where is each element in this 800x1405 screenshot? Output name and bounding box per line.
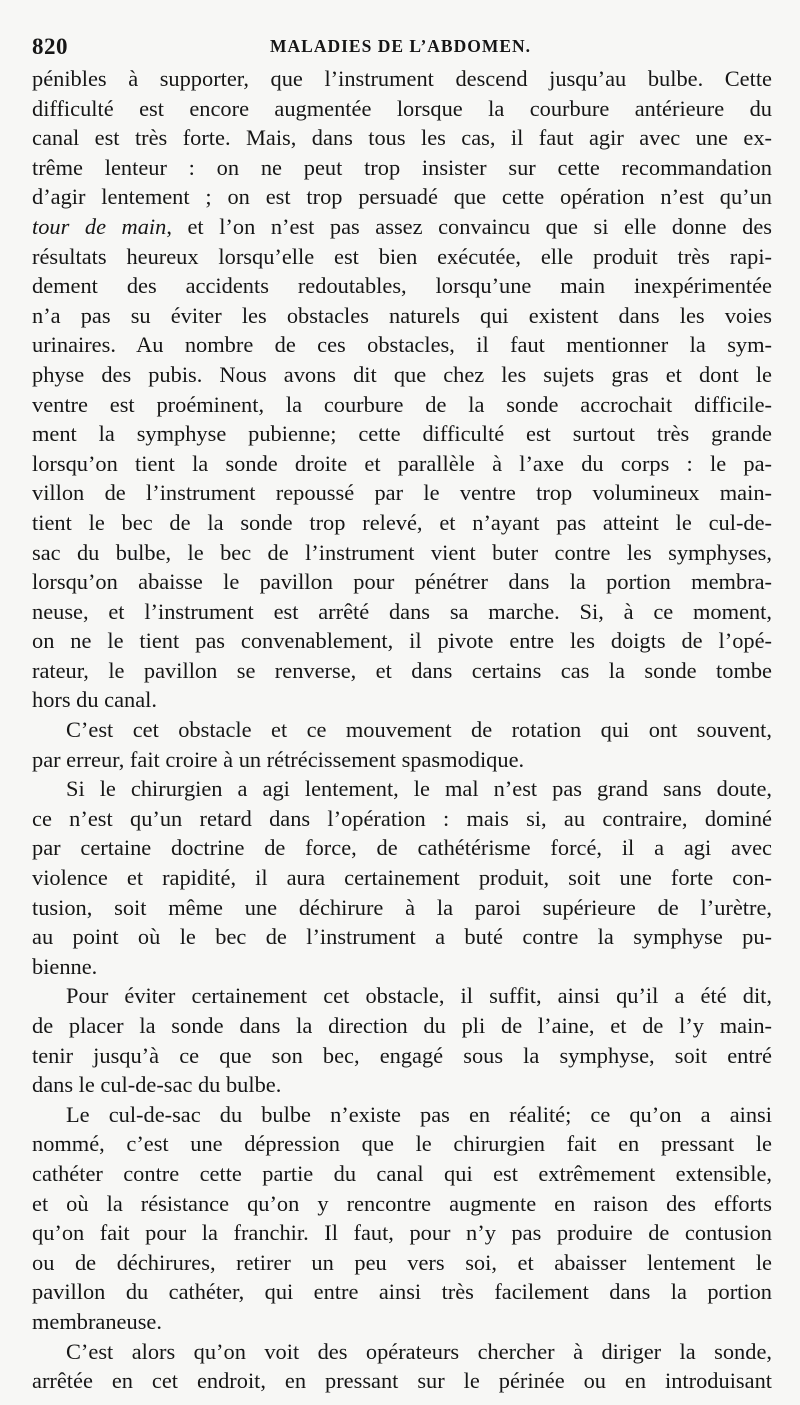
text-line: n’a pas su éviter les obstacles naturels qui existent dans les voies — [32, 302, 772, 328]
text-line: difficulté est encore augmentée lorsque la courbure antérieure du — [32, 95, 772, 121]
running-title: MALADIES DE L’ABDOMEN. — [270, 36, 532, 56]
text-line: de placer la sonde dans la direction du pli de l’aine, et de l’y main- — [32, 1013, 772, 1038]
text-line: tient le bec de la sonde trop relevé, et n’ayant pas atteint le cul-de- — [32, 509, 772, 535]
text-line: lorsqu’on abaisse le pavillon pour pénétrer dans la portion membra- — [32, 569, 772, 595]
text-line: canal est très forte. Mais, dans tous les cas, il faut agir avec une ex- — [32, 125, 772, 151]
text-line: résultats heureux lorsqu’elle est bien exécutée, elle produit très rapi- — [32, 243, 772, 269]
text-line: au point où le bec de l’instrument a buté contre la symphyse pu- — [32, 924, 772, 950]
text-line: dans le cul-de-sac du bulbe. — [32, 1072, 282, 1098]
text-line: Pour éviter certainement cet obstacle, il suffit, ainsi qu’il a été dit, — [66, 983, 772, 1009]
text-line: C’est cet obstacle et ce mouvement de rotation qui ont souvent, — [66, 717, 772, 743]
text-line: pavillon du cathéter, qui entre ainsi très facilement dans la portion — [32, 1279, 772, 1305]
text-line: bienne. — [32, 953, 98, 979]
paragraph-3 — [32, 774, 772, 981]
text-line: membraneuse. — [32, 1308, 162, 1334]
text-line: ment la symphyse pubienne; cette difficulté est surtout très grande — [32, 421, 772, 447]
paragraph-4 — [32, 981, 772, 1099]
text-line: tenir jusqu’à ce que son bec, engagé sous la symphyse, soit entré — [32, 1042, 772, 1068]
page-number: 820 — [32, 34, 68, 59]
italic-phrase: tour de main — [32, 213, 167, 239]
paragraph-2 — [32, 715, 772, 774]
text-line: ce n’est qu’un retard dans l’opération : mais si, au contraire, dominé — [32, 805, 772, 831]
paragraph-1 — [32, 64, 772, 715]
paragraph-5 — [32, 1100, 772, 1337]
text-line: dement des accidents redoutables, lorsqu’une main inexpérimentée — [32, 273, 772, 299]
text-line: par erreur, fait croire à un rétrécissement spasmodique. — [32, 746, 525, 772]
page-header — [32, 30, 772, 64]
text-line: physe des pubis. Nous avons dit que chez les sujets gras et dont le — [32, 361, 772, 387]
text-line: rateur, le pavillon se renverse, et dans certains cas la sonde tombe — [32, 657, 772, 683]
text-line-rest: , et l’on n’est pas assez convaincu que si elle donne des — [166, 213, 772, 239]
text-line: lorsqu’on tient la sonde droite et parallèle à l’axe du corps : le pa- — [32, 450, 772, 476]
text-line: arrêtée en cet endroit, en pressant sur le périnée ou en introduisant — [32, 1368, 772, 1394]
text-line: villon de l’instrument repoussé par le ventre trop volumineux main- — [32, 480, 772, 506]
text-line: on ne le tient pas convenablement, il pivote entre les doigts de l’opé- — [32, 628, 772, 654]
paragraph-6 — [32, 1337, 772, 1396]
text-line-with-italic — [32, 212, 772, 242]
text-line: qu’on fait pour la franchir. Il faut, pour n’y pas produire de contusion — [32, 1220, 772, 1246]
text-line: violence et rapidité, il aura certainement produit, soit une forte con- — [32, 865, 772, 891]
text-line: Si le chirurgien a agi lentement, le mal n’est pas grand sans doute, — [66, 776, 772, 802]
text-line: trême lenteur : on ne peut trop insister sur cette recommandation — [32, 154, 772, 180]
text-line: Le cul-de-sac du bulbe n’existe pas en réalité; ce qu’on a ainsi — [66, 1101, 772, 1127]
text-line: tusion, soit même une déchirure à la paroi supérieure de l’urètre, — [32, 894, 772, 920]
text-line: ou de déchirures, retirer un peu vers soi, et abaisser lentement le — [32, 1249, 772, 1275]
text-line: sac du bulbe, le bec de l’instrument vient buter contre les symphyses, — [32, 539, 772, 565]
text-body — [32, 64, 772, 1396]
text-line: par certaine doctrine de force, de cathétérisme forcé, il a agi avec — [32, 835, 772, 861]
text-line: C’est alors qu’on voit des opérateurs chercher à diriger la sonde, — [66, 1338, 772, 1364]
text-line: urinaires. Au nombre de ces obstacles, il faut mentionner la sym- — [32, 332, 772, 358]
text-line: et où la résistance qu’on y rencontre augmente en raison des efforts — [32, 1190, 772, 1216]
text-line: ventre est proéminent, la courbure de la sonde accrochait difficile- — [32, 391, 772, 417]
text-line: cathéter contre cette partie du canal qui est extrêmement extensible, — [32, 1160, 772, 1186]
text-line: hors du canal. — [32, 687, 157, 713]
text-line: pénibles à supporter, que l’instrument descend jusqu’au bulbe. Cette — [32, 66, 772, 91]
text-line: nommé, c’est une dépression que le chirurgien fait en pressant le — [32, 1131, 772, 1157]
text-line: d’agir lentement ; on est trop persuadé que cette opération n’est qu’un — [32, 184, 772, 210]
text-line: neuse, et l’instrument est arrêté dans sa marche. Si, à ce moment, — [32, 598, 772, 624]
